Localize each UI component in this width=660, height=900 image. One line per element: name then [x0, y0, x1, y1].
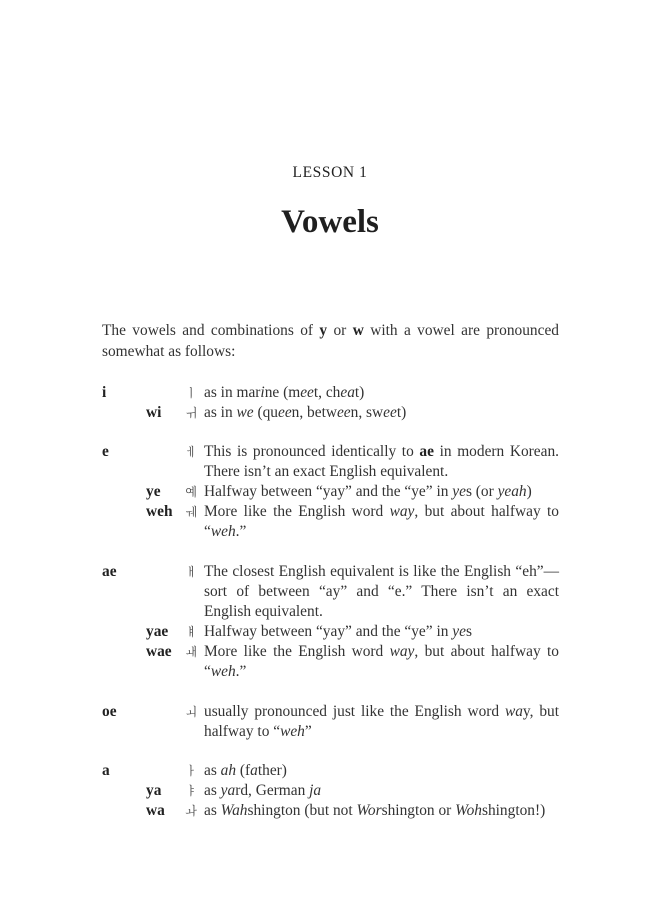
page-title: Vowels	[281, 204, 379, 240]
vowel-description: as yard, German ja	[204, 782, 322, 799]
hangul-glyph: ㅘ	[185, 804, 196, 818]
intro-paragraph	[102, 320, 559, 362]
intro-y: y	[319, 322, 328, 339]
vowel-description: Halfway between “yay” and the “ye” in yes (or yeah)	[204, 483, 532, 500]
intro-w: w	[352, 322, 364, 339]
vowel-label: e	[102, 443, 109, 460]
hangul-glyph: ㅟ	[185, 406, 196, 420]
intro-text: The vowels and combinations of	[102, 322, 320, 339]
vowel-description: usually pronounced just like the English word way, but halfway to “weh”	[204, 703, 559, 740]
combination-label: wae	[146, 643, 172, 660]
vowel-description: as in we (queen, between, sweet)	[204, 404, 407, 421]
vowel-description: as Wahshington (but not Worshington or Wohshington!)	[204, 802, 546, 819]
hangul-glyph: ㅑ	[185, 784, 196, 798]
vowel-description: This is pronounced identically to ae in modern Korean. There isn’t an exact English equivalent.	[204, 443, 560, 480]
hangul-glyph: ㅐ	[185, 565, 196, 579]
intro-text: or	[327, 322, 353, 339]
hangul-glyph: 예	[185, 485, 196, 499]
combination-label: wa	[146, 802, 165, 819]
vowel-description: More like the English word way, but about halfway to “weh.”	[204, 643, 560, 680]
hangul-glyph: ㅞ	[185, 505, 196, 519]
hangul-glyph: ㅒ	[185, 625, 196, 639]
vowel-description: Halfway between “yay” and the “ye” in yes	[204, 623, 472, 640]
hangul-glyph: ㅙ	[185, 645, 196, 659]
hangul-glyph: ㅏ	[185, 764, 196, 778]
lesson-label: LESSON 1	[292, 164, 368, 181]
vowel-label: oe	[102, 703, 117, 720]
combination-label: wi	[146, 404, 162, 421]
hangul-glyph: ㅣ	[185, 386, 196, 400]
vowel-description: as in marine (meet, cheat)	[204, 384, 365, 401]
intro-text: with a vowel are pronounced somewhat as follows:	[102, 322, 559, 360]
vowel-label: i	[102, 384, 107, 401]
vowel-description: The closest English equivalent is like the English “eh”—sort of between “ay” and “e.” There isn’t an exact English equivalent.	[204, 563, 559, 620]
vowel-description: as ah (father)	[204, 762, 287, 779]
combination-label: yae	[146, 623, 169, 640]
combination-label: weh	[146, 503, 173, 520]
vowel-description: More like the English word way, but about halfway to “weh.”	[204, 503, 560, 540]
vowel-label: ae	[102, 563, 117, 580]
combination-label: ye	[146, 483, 161, 500]
combination-label: ya	[146, 782, 162, 799]
hangul-glyph: ㅔ	[185, 445, 196, 459]
vowel-label: a	[102, 762, 110, 779]
hangul-glyph: ㅚ	[185, 705, 196, 719]
